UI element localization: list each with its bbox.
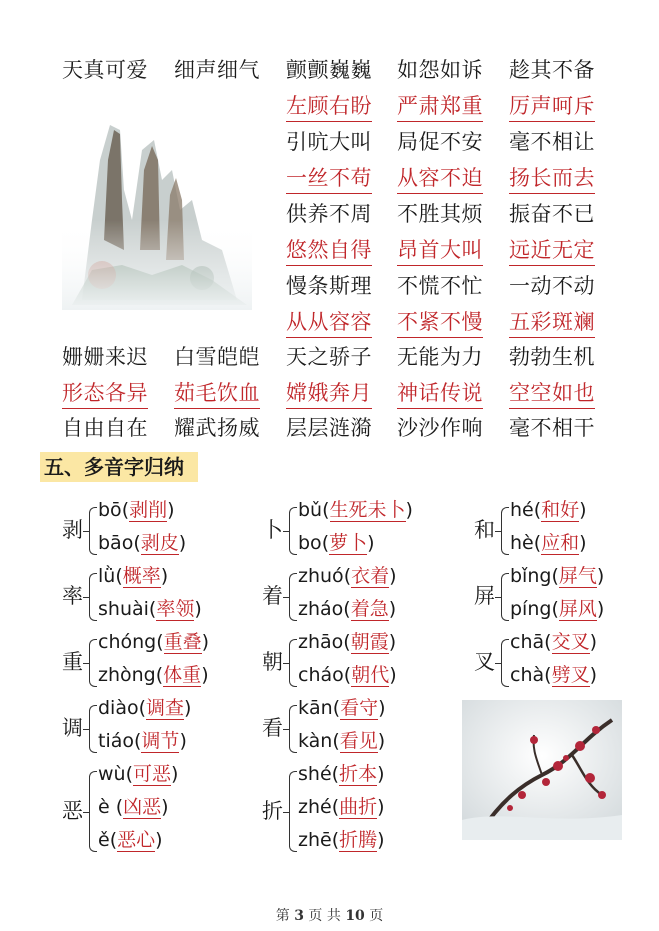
reading-line xyxy=(510,563,604,589)
pinyin: ě xyxy=(98,829,110,851)
polyphone-char: 卜 xyxy=(262,518,283,542)
idiom-item: 从从容容 xyxy=(286,308,372,338)
idiom-item: 神话传说 xyxy=(397,379,483,409)
pinyin: zhē xyxy=(298,829,332,851)
bracket xyxy=(89,573,97,621)
idiom-item: 振奋不已 xyxy=(509,202,595,226)
pinyin: bo xyxy=(298,532,322,554)
open-paren: ( xyxy=(331,796,340,818)
idiom-item: 白雪皑皑 xyxy=(174,345,260,369)
reading-line xyxy=(98,629,209,655)
example-word: 重叠 xyxy=(163,631,202,653)
footer-total-pages: 10 xyxy=(345,908,365,924)
reading-line xyxy=(98,695,191,721)
reading-line xyxy=(298,761,385,787)
close-paren: ) xyxy=(194,598,202,620)
close-paren: ) xyxy=(405,499,413,521)
example-word: 屏风 xyxy=(558,598,597,620)
open-paren: ( xyxy=(133,532,141,554)
idiom-item: 勃勃生机 xyxy=(509,345,595,369)
polyphone-char: 调 xyxy=(62,716,83,740)
example-word: 萝卜 xyxy=(329,532,368,554)
reading-line xyxy=(98,596,202,622)
close-paren: ) xyxy=(596,598,605,620)
close-paren: ) xyxy=(178,532,187,554)
bracket xyxy=(89,771,97,852)
example-word: 剥皮 xyxy=(140,532,179,554)
pinyin: píng xyxy=(510,598,552,620)
bracket xyxy=(501,573,509,621)
bracket xyxy=(289,507,297,555)
open-paren: ( xyxy=(332,730,340,752)
reading-line xyxy=(298,497,413,523)
idiom-item: 远近无定 xyxy=(509,236,595,266)
open-paren: ( xyxy=(551,598,559,620)
close-paren: ) xyxy=(161,796,169,818)
polyphone-char: 看 xyxy=(262,716,283,740)
open-paren: ( xyxy=(343,598,351,620)
example-word: 调查 xyxy=(146,697,185,719)
open-paren: ( xyxy=(115,565,123,587)
open-paren: ( xyxy=(331,829,340,851)
example-word: 朝霞 xyxy=(350,631,389,653)
close-paren: ) xyxy=(589,664,597,686)
close-paren: ) xyxy=(579,499,587,521)
idiom-item: 毫不相让 xyxy=(509,130,595,154)
reading-line xyxy=(298,596,396,622)
reading-line xyxy=(298,728,385,754)
pinyin: tiáo xyxy=(98,730,134,752)
example-word: 看守 xyxy=(340,697,379,719)
idiom-item: 从容不迫 xyxy=(397,164,483,194)
idiom-item: 颤颤巍巍 xyxy=(286,58,372,82)
idiom-item: 不慌不忙 xyxy=(397,274,483,298)
close-paren: ) xyxy=(160,565,169,587)
reading-line xyxy=(98,662,209,688)
example-word: 恶心 xyxy=(117,829,156,851)
pinyin: chā xyxy=(510,631,545,653)
open-paren: ( xyxy=(148,598,157,620)
close-paren: ) xyxy=(167,499,175,521)
polyphone-char: 屏 xyxy=(474,584,495,608)
pinyin: zhòng xyxy=(98,664,156,686)
pinyin: lǜ xyxy=(98,565,116,587)
idiom-item: 毫不相干 xyxy=(509,416,595,440)
open-paren: ( xyxy=(544,664,552,686)
close-paren: ) xyxy=(388,631,397,653)
polyphone-char: 重 xyxy=(62,650,83,674)
example-word: 和好 xyxy=(541,499,580,521)
polyphone-char: 剥 xyxy=(62,518,83,542)
idiom-item: 无能为力 xyxy=(397,345,483,369)
footer-pre: 第 xyxy=(275,908,290,924)
bracket xyxy=(501,507,509,555)
reading-line xyxy=(298,530,375,556)
idiom-item: 左顾右盼 xyxy=(286,92,372,122)
example-word: 屏气 xyxy=(558,565,597,587)
idiom-item: 层层涟漪 xyxy=(286,416,372,440)
pinyin: chà xyxy=(510,664,545,686)
open-paren: ( xyxy=(551,565,559,587)
idiom-item: 沙沙作响 xyxy=(397,416,483,440)
pinyin: cháo xyxy=(298,664,344,686)
open-paren: ( xyxy=(125,763,134,785)
plum-blossom-painting xyxy=(462,700,622,840)
idiom-item: 如怨如诉 xyxy=(397,58,483,82)
pinyin: hé xyxy=(510,499,534,521)
example-word: 概率 xyxy=(122,565,161,587)
bracket xyxy=(289,705,297,753)
idiom-item: 天之骄子 xyxy=(286,345,372,369)
reading-line xyxy=(298,794,385,820)
open-paren: ( xyxy=(343,631,351,653)
close-paren: ) xyxy=(589,631,597,653)
idiom-item: 严肃郑重 xyxy=(397,92,483,122)
pinyin: zháo xyxy=(298,598,344,620)
pinyin: hè xyxy=(510,532,534,554)
close-paren: ) xyxy=(378,697,386,719)
bracket xyxy=(89,507,97,555)
bracket xyxy=(89,639,97,687)
bracket xyxy=(289,771,297,852)
idiom-item: 五彩斑斓 xyxy=(509,308,595,338)
idiom-item: 引吭大叫 xyxy=(286,130,372,154)
idiom-item: 慢条斯理 xyxy=(286,274,372,298)
idiom-item: 姗姗来迟 xyxy=(62,345,148,369)
reading-line xyxy=(298,695,386,721)
reading-line xyxy=(298,662,397,688)
polyphone-char: 恶 xyxy=(62,798,83,823)
reading-line xyxy=(98,563,168,589)
reading-line xyxy=(98,497,175,523)
open-paren: ( xyxy=(533,532,542,554)
example-word: 生死未卜 xyxy=(329,499,406,521)
open-paren: ( xyxy=(115,796,124,818)
close-paren: ) xyxy=(367,532,375,554)
footer-post: 页 xyxy=(369,908,384,924)
reading-line xyxy=(510,497,587,523)
idiom-item: 趁其不备 xyxy=(509,58,595,82)
example-word: 率领 xyxy=(156,598,195,620)
close-paren: ) xyxy=(389,565,397,587)
reading-line xyxy=(98,827,163,853)
reading-line xyxy=(510,629,597,655)
example-word: 体重 xyxy=(163,664,202,686)
open-paren: ( xyxy=(138,697,147,719)
pinyin: diào xyxy=(98,697,139,719)
pinyin: wù xyxy=(98,763,126,785)
idiom-item: 嫦娥奔月 xyxy=(286,379,372,409)
close-paren: ) xyxy=(155,829,163,851)
idiom-item: 悠然自得 xyxy=(286,236,372,266)
idiom-item: 昂首大叫 xyxy=(397,236,483,266)
example-word: 应和 xyxy=(541,532,580,554)
idiom-item: 形态各异 xyxy=(62,379,148,409)
open-paren: ( xyxy=(343,565,352,587)
pinyin: shé xyxy=(298,763,332,785)
pinyin: kān xyxy=(298,697,333,719)
pinyin: zhé xyxy=(298,796,332,818)
example-word: 劈叉 xyxy=(551,664,590,686)
pinyin: bǔ xyxy=(298,499,323,521)
open-paren: ( xyxy=(343,664,352,686)
pinyin: shuài xyxy=(98,598,149,620)
reading-line xyxy=(98,761,178,787)
idiom-item: 局促不安 xyxy=(397,130,483,154)
pinyin: zhuó xyxy=(298,565,344,587)
pinyin: bǐng xyxy=(510,565,552,587)
polyphone-char: 朝 xyxy=(262,650,283,674)
section-title: 五、多音字归纳 xyxy=(40,452,198,482)
example-word: 看见 xyxy=(339,730,378,752)
idiom-item: 供养不周 xyxy=(286,202,372,226)
idiom-item: 自由自在 xyxy=(62,416,148,440)
close-paren: ) xyxy=(389,664,397,686)
page-footer xyxy=(0,905,659,925)
open-paren: ( xyxy=(533,499,542,521)
bracket xyxy=(501,639,509,687)
idiom-item: 厉声呵斥 xyxy=(509,92,595,122)
example-word: 折本 xyxy=(339,763,378,785)
close-paren: ) xyxy=(171,763,179,785)
open-paren: ( xyxy=(121,499,130,521)
reading-line xyxy=(510,596,604,622)
close-paren: ) xyxy=(184,697,192,719)
example-word: 凶恶 xyxy=(123,796,162,818)
pinyin: kàn xyxy=(298,730,333,752)
pinyin: è xyxy=(98,796,116,818)
reading-line xyxy=(298,629,396,655)
reading-line xyxy=(98,794,169,820)
example-word: 折腾 xyxy=(339,829,378,851)
close-paren: ) xyxy=(377,763,385,785)
close-paren: ) xyxy=(377,796,385,818)
example-word: 朝代 xyxy=(351,664,390,686)
idiom-item: 茹毛饮血 xyxy=(174,379,260,409)
pinyin: bō xyxy=(98,499,122,521)
close-paren: ) xyxy=(388,598,397,620)
close-paren: ) xyxy=(579,532,587,554)
open-paren: ( xyxy=(109,829,118,851)
idiom-item: 耀武扬威 xyxy=(174,416,260,440)
close-paren: ) xyxy=(377,829,385,851)
idiom-item: 不胜其烦 xyxy=(397,202,483,226)
example-word: 衣着 xyxy=(351,565,390,587)
close-paren: ) xyxy=(201,664,209,686)
open-paren: ( xyxy=(156,631,164,653)
open-paren: ( xyxy=(321,532,330,554)
reading-line xyxy=(510,662,597,688)
idiom-item: 天真可爱 xyxy=(62,58,148,82)
reading-line xyxy=(298,827,385,853)
reading-line xyxy=(98,728,187,754)
open-paren: ( xyxy=(332,697,341,719)
open-paren: ( xyxy=(155,664,164,686)
open-paren: ( xyxy=(331,763,340,785)
close-paren: ) xyxy=(201,631,210,653)
example-word: 调节 xyxy=(141,730,180,752)
bracket xyxy=(289,573,297,621)
reading-line xyxy=(98,530,186,556)
polyphone-char: 率 xyxy=(62,584,83,608)
pinyin: bāo xyxy=(98,532,134,554)
idiom-item: 一动不动 xyxy=(509,274,595,298)
bracket xyxy=(89,705,97,753)
open-paren: ( xyxy=(544,631,552,653)
pinyin: zhāo xyxy=(298,631,344,653)
open-paren: ( xyxy=(134,730,142,752)
mountain-painting xyxy=(62,100,252,310)
polyphone-char: 和 xyxy=(474,518,495,542)
close-paren: ) xyxy=(179,730,187,752)
open-paren: ( xyxy=(322,499,330,521)
example-word: 交叉 xyxy=(551,631,590,653)
example-word: 剥削 xyxy=(129,499,168,521)
example-word: 曲折 xyxy=(339,796,378,818)
idiom-item: 细声细气 xyxy=(174,58,260,82)
polyphone-char: 折 xyxy=(262,798,283,823)
idiom-item: 一丝不苟 xyxy=(286,164,372,194)
idiom-item: 不紧不慢 xyxy=(397,308,483,338)
pinyin: chóng xyxy=(98,631,157,653)
example-word: 可恶 xyxy=(133,763,172,785)
footer-page-number: 3 xyxy=(294,908,304,924)
polyphone-char: 叉 xyxy=(474,650,495,674)
close-paren: ) xyxy=(377,730,386,752)
bracket xyxy=(289,639,297,687)
example-word: 着急 xyxy=(350,598,389,620)
polyphone-char: 着 xyxy=(262,584,283,608)
idiom-item: 扬长而去 xyxy=(509,164,595,194)
footer-mid: 页 共 xyxy=(308,908,341,924)
reading-line xyxy=(510,530,587,556)
close-paren: ) xyxy=(596,565,605,587)
idiom-item: 空空如也 xyxy=(509,379,595,409)
reading-line xyxy=(298,563,397,589)
